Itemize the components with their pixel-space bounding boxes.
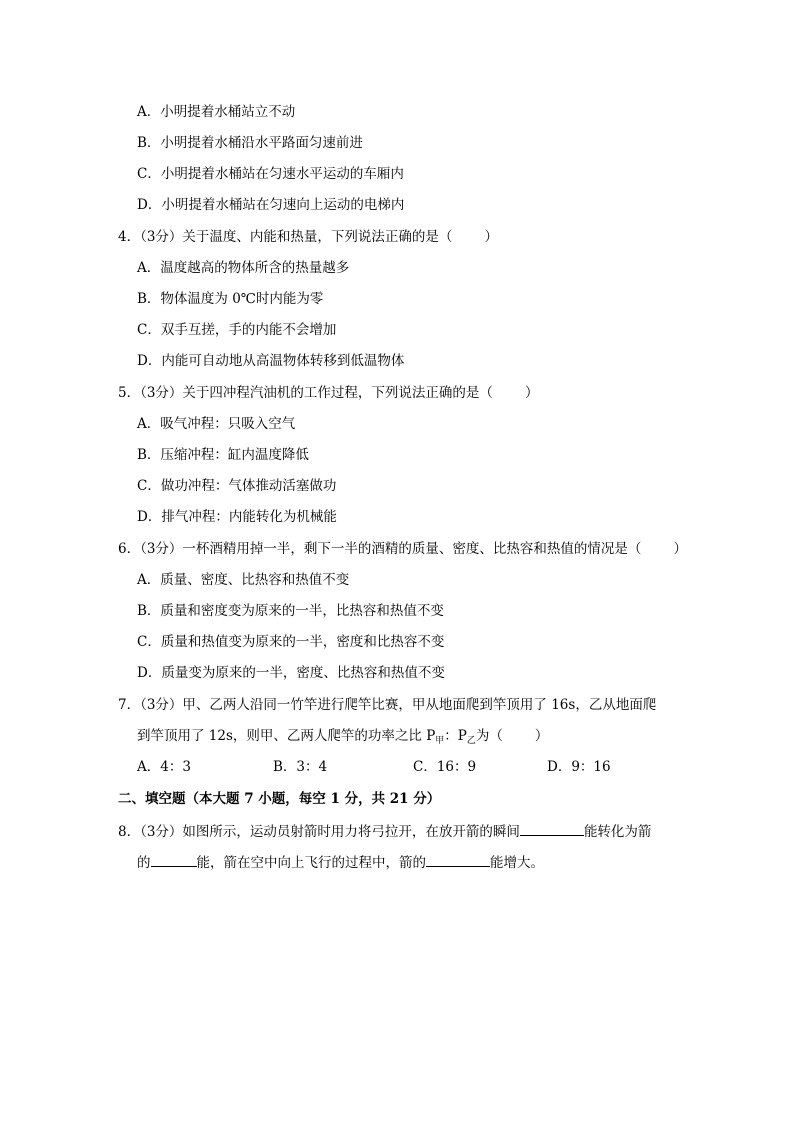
- q8-line2-b: 能，箭在空中向上飞行的过程中，箭的: [196, 855, 426, 871]
- q7-line2-close: ）: [534, 728, 549, 744]
- q5-stem: [118, 384, 538, 402]
- q7-stem-line1: 7．（3分）甲、乙两人沿同一竹竿进行爬竿比赛，甲从地面爬到竿顶用了 16s，乙从地面爬: [118, 697, 657, 713]
- q8-line1-post: 能转化为箭: [583, 824, 652, 840]
- q4-stem-text: 4．（3分）关于温度、内能和热量，下列说法正确的是（: [118, 229, 453, 245]
- q8-blank-3[interactable]: [426, 852, 490, 867]
- q4-option-a: A．温度越高的物体所含的热量越多: [137, 260, 350, 276]
- q6-stem-close: ）: [673, 541, 687, 557]
- q7-sub-jia: 甲: [435, 736, 445, 746]
- q3-option-a: A．小明提着水桶站立不动: [137, 104, 296, 120]
- q6-option-a: A．质量、密度、比热容和热值不变: [137, 572, 350, 588]
- q8-line2-c: 能增大。: [490, 855, 544, 871]
- q6-option-d: D．质量变为原来的一半，密度、比热容和热值不变: [137, 665, 445, 681]
- q6-option-b: B．质量和密度变为原来的一半，比热容和热值不变: [137, 603, 444, 619]
- q7-line2-post: 为（: [475, 728, 503, 744]
- q7-stem-line2: [137, 727, 548, 745]
- q7-option-c: C．16：9: [413, 759, 477, 775]
- q8-blank-2[interactable]: [151, 852, 197, 867]
- q5-option-a: A．吸气冲程：只吸入空气: [137, 416, 296, 432]
- q7-line2-mid: ：P: [444, 728, 467, 744]
- q3-option-c: C．小明提着水桶站在匀速水平运动的车厢内: [137, 166, 404, 182]
- q7-option-d: D．9：16: [547, 759, 611, 775]
- q5-option-c: C．做功冲程：气体推动活塞做功: [137, 478, 337, 494]
- q5-stem-text: 5．（3分）关于四冲程汽油机的工作过程，下列说法正确的是（: [118, 385, 493, 401]
- q8-stem-line1: [118, 821, 651, 839]
- q4-stem: [118, 228, 498, 246]
- q5-option-b: B．压缩冲程：缸内温度降低: [137, 447, 309, 463]
- q8-blank-1[interactable]: [520, 821, 584, 836]
- q3-option-b: B．小明提着水桶沿水平路面匀速前进: [137, 135, 363, 151]
- q5-option-d: D．排气冲程：内能转化为机械能: [137, 509, 337, 525]
- q7-line2-pre: 到竿顶用了 12s，则甲、乙两人爬竿的功率之比 P: [137, 728, 436, 744]
- q3-option-d: D．小明提着水桶站在匀速向上运动的电梯内: [137, 197, 405, 213]
- q6-option-c: C．质量和热值变为原来的一半，密度和比热容不变: [137, 634, 445, 650]
- section-heading-fill-in: 二、填空题（本大题 7 小题，每空 1 分，共 21 分）: [118, 791, 441, 807]
- q6-stem-text: 6．（3分）一杯酒精用掉一半，剩下一半的酒精的质量、密度、比热容和热值的情况是（: [118, 541, 642, 557]
- q7-sub-yi: 乙: [466, 736, 476, 746]
- q8-stem-line2: [137, 852, 544, 870]
- q5-stem-close: ）: [524, 385, 539, 401]
- q4-option-d: D．内能可自动地从高温物体转移到低温物体: [137, 353, 405, 369]
- q4-stem-close: ）: [484, 229, 498, 245]
- q7-option-a: A．4：3: [137, 759, 191, 775]
- q8-line2-a: 的: [137, 855, 151, 871]
- q8-line1-pre: 8．（3分）如图所示，运动员射箭时用力将弓拉开，在放开箭的瞬间: [118, 824, 520, 840]
- q4-option-b: B．物体温度为 0℃时内能为零: [137, 291, 324, 307]
- q7-option-b: B．3：4: [273, 759, 328, 775]
- q4-option-c: C．双手互搓，手的内能不会增加: [137, 322, 337, 338]
- q6-stem: [118, 540, 687, 558]
